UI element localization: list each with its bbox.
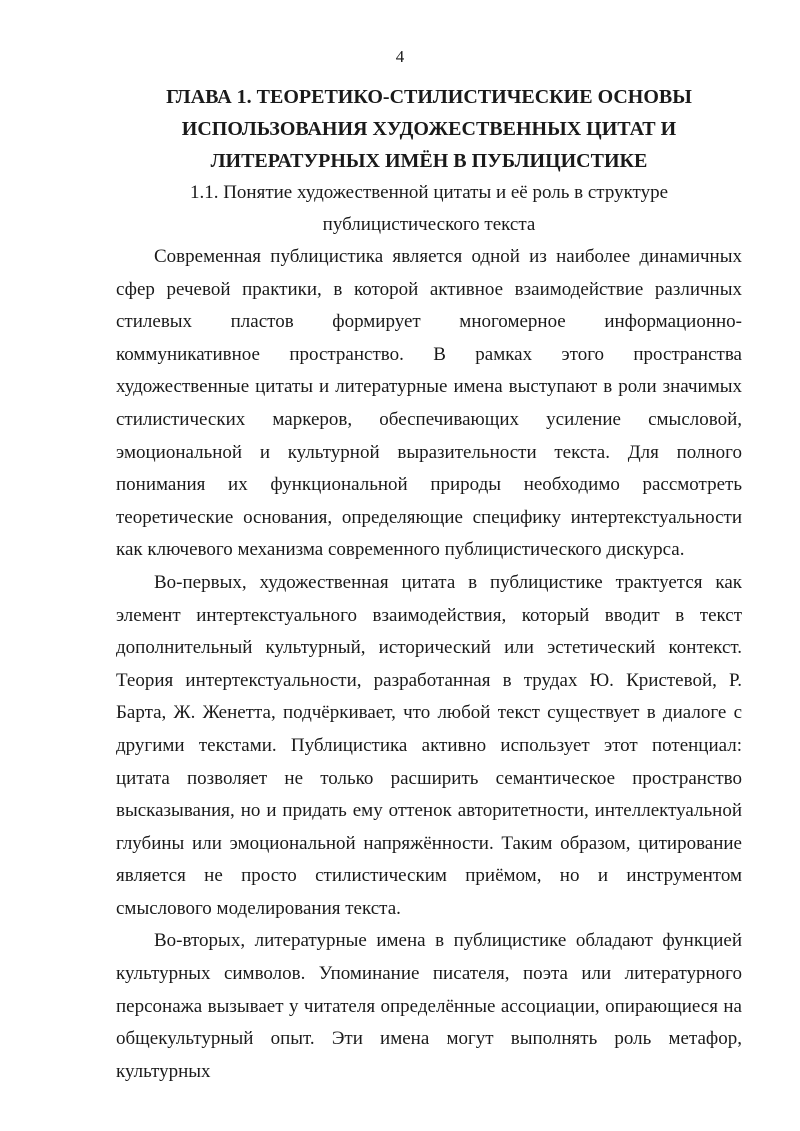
chapter-title-line: ГЛАВА 1. ТЕОРЕТИКО-СТИЛИСТИЧЕСКИЕ ОСНОВЫ — [166, 86, 692, 108]
body-paragraph-1: Современная публицистика является одной из наиболее динамичных сфер речевой практики, в которой активное взаимодействие различных стилевых пластов формирует многомерное информационно-коммуникативное пространство. В рамках этого пространства художественные цитаты и литературные имена выступают в роли значимых стилистических маркеров, обеспечивающих усиление смысловой, эмоциональной и культурной выразительности текста. Для полного понимания их функциональной природы необходимо рассмотреть теоретические основания, определяющие специфику интертекстуальности как ключевого механизма современного публицистического дискурса. — [116, 246, 742, 561]
body-paragraph-3: Во-вторых, литературные имена в публицистике обладают функцией культурных символов. Упоминание писателя, поэта или литературного персонажа вызывает у читателя определённые ассоциации, опирающиеся на общекультурный опыт. Эти имена могут выполнять роль метафор, культурных — [116, 930, 742, 1082]
section-title-line: публицистического текста — [322, 214, 536, 235]
page-content — [116, 81, 742, 1088]
chapter-title — [116, 81, 742, 177]
page-number: 4 — [395, 47, 405, 66]
chapter-title-line: ЛИТЕРАТУРНЫХ ИМЁН В ПУБЛИЦИСТИКЕ — [210, 150, 648, 172]
section-title — [116, 177, 742, 241]
chapter-title-line: ИСПОЛЬЗОВАНИЯ ХУДОЖЕСТВЕННЫХ ЦИТАТ И — [181, 118, 677, 140]
section-title-line: 1.1. Понятие художественной цитаты и её роль в структуре — [189, 182, 669, 203]
body-paragraph-2: Во-первых, художественная цитата в публицистике трактуется как элемент интертекстуального взаимодействия, который вводит в текст дополнительный культурный, исторический или эстетический контекст. Теория интертекстуальности, разработанная в трудах Ю. Кристевой, Р. Барта, Ж. Женетта, подчёркивает, что любой текст существует в диалоге с другими текстами. Публицистика активно использует этот потенциал: цитата позволяет не только расширить семантическое пространство высказывания, но и придать ему оттенок авторитетности, интеллектуальной глубины или эмоциональной напряжённости. Таким образом, цитирование является не просто стилистическим приёмом, но и инструментом смыслового моделирования текста. — [116, 571, 742, 919]
